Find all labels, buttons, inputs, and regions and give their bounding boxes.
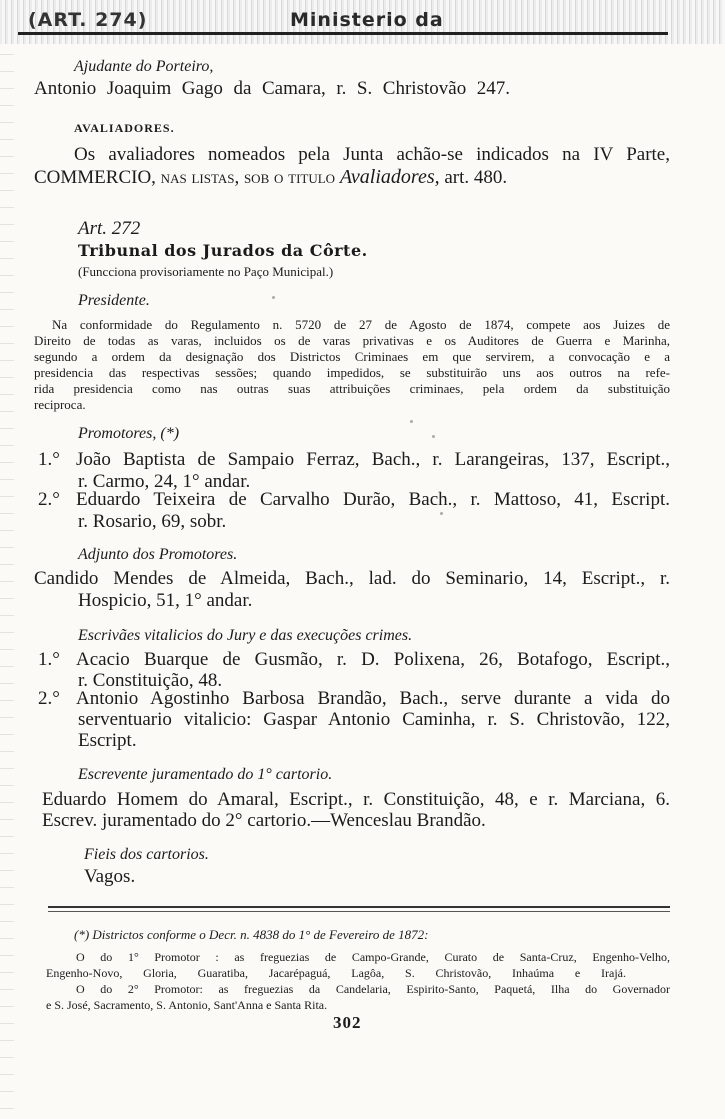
- header-title: Ministerio da: [290, 9, 444, 31]
- promotores-heading: Promotores, (*): [78, 425, 180, 442]
- footnote-line-2: Engenho-Novo, Gloria, Guaratiba, Jacarépaguá, Lagôa, S. Christovão, Inhaúma e Irajá.: [46, 966, 626, 980]
- presidente-line-4: presidencia das respectivas sessões; quando impedidos, se substituirão uns aos outros na refe-: [34, 365, 670, 380]
- footnote-rule-thin: [48, 911, 670, 912]
- footnote-intro: (*) Districtos conforme o Decr. n. 4838 do 1° de Fevereiro de 1872:: [74, 927, 429, 942]
- presidente-heading: Presidente.: [78, 292, 150, 309]
- adjunto-heading: Adjunto dos Promotores.: [78, 546, 238, 563]
- article-number: Art. 272: [78, 218, 141, 239]
- fieis-entry: Vagos.: [84, 866, 136, 887]
- avaliadores-line-1: Os avaliadores nomeados pela Junta achão-se indicados na IV Parte,: [74, 144, 670, 165]
- article-subtitle: (Funcciona provisoriamente no Paço Municipal.): [78, 264, 334, 279]
- presidente-line-1: Na conformidade do Regulamento n. 5720 de 27 de Agosto de 1874, compete aos Juizes de: [52, 317, 670, 332]
- print-blemish: [272, 296, 275, 299]
- print-blemish: [432, 435, 435, 438]
- footnote-line-4: e S. José, Sacramento, S. Antonio, Sant'Anna e Santa Rita.: [46, 998, 328, 1012]
- print-blemish: [410, 420, 413, 423]
- fieis-heading: Fieis dos cartorios.: [84, 846, 209, 863]
- article-title: Tribunal dos Jurados da Côrte.: [78, 241, 368, 260]
- promotor-2-line-1: Eduardo Teixeira de Carvalho Durão, Bach., r. Mattoso, 41, Escript.: [76, 489, 670, 510]
- avaliadores-commercio: COMMERCIO, nas listas, sob o titulo: [34, 167, 336, 188]
- promotor-2-line-2: r. Rosario, 69, sobr.: [78, 511, 227, 532]
- footnote-rule-thick: [48, 906, 670, 908]
- ajudante-entry: Antonio Joaquim Gago da Camara, r. S. Christovão 247.: [34, 78, 510, 99]
- page-gutter: [0, 45, 14, 1119]
- escrivaes-heading: Escrivães vitalicios do Jury e das execuções crimes.: [78, 627, 413, 644]
- presidente-line-2: Direito de todas as varas, incluidos os de varas privativas e os Auditores de Guerra e Marinha,: [34, 333, 670, 348]
- escrevente-line-1: Eduardo Homem do Amaral, Escript., r. Constituição, 48, e r. Marciana, 6.: [42, 789, 670, 810]
- header-article-ref: (ART. 274): [28, 9, 148, 31]
- avaliadores-title-italic: Avaliadores,: [339, 166, 440, 188]
- promotor-1-number: 1.°: [38, 449, 60, 470]
- avaliadores-art: art. 480.: [444, 167, 508, 188]
- print-blemish: [440, 512, 443, 515]
- footnote-line-3: O do 2° Promotor: as freguezias da Candelaria, Espirito-Santo, Paquetá, Ilha do Governador: [76, 982, 670, 996]
- adjunto-line-1: Candido Mendes de Almeida, Bach., lad. do Seminario, 14, Escript., r.: [34, 568, 670, 589]
- presidente-line-5: rida presidencia como nas outras suas attribuições criminaes, pela ordem da substituição: [34, 381, 670, 396]
- escrivao-2-number: 2.°: [38, 688, 60, 709]
- ajudante-heading: Ajudante do Porteiro,: [74, 58, 214, 75]
- avaliadores-heading: AVALIADORES.: [74, 121, 175, 135]
- presidente-line-6: reciproca.: [34, 397, 86, 412]
- promotor-1-line-2: r. Carmo, 24, 1° andar.: [78, 471, 251, 492]
- escrevente-heading: Escrevente juramentado do 1° cartorio.: [78, 766, 333, 783]
- escrevente-line-2: Escrev. juramentado do 2° cartorio.—Wenceslau Brandão.: [42, 810, 486, 831]
- escrivao-2-line-2: serventuario vitalicio: Gaspar Antonio Caminha, r. S. Christovão, 122,: [78, 709, 670, 730]
- header-rule: [18, 32, 668, 35]
- escrivao-1-line-2: r. Constituição, 48.: [78, 670, 223, 691]
- page-number: 302: [333, 1013, 362, 1032]
- escrivao-2-line-1: Antonio Agostinho Barbosa Brandão, Bach., serve durante a vida do: [76, 688, 670, 709]
- promotor-1-line-1: João Baptista de Sampaio Ferraz, Bach., r. Larangeiras, 137, Escript.,: [76, 449, 670, 470]
- escrivao-1-line-1: Acacio Buarque de Gusmão, r. D. Polixena, 26, Botafogo, Escript.,: [76, 649, 670, 670]
- escrivao-2-line-3: Escript.: [78, 730, 137, 751]
- promotor-2-number: 2.°: [38, 489, 60, 510]
- adjunto-line-2: Hospicio, 51, 1° andar.: [78, 590, 253, 611]
- presidente-line-3: segundo a ordem da designação dos Districtos Criminaes em que servirem, a convocação e a: [34, 349, 670, 364]
- avaliadores-line-2: [34, 166, 507, 189]
- footnote-line-1: O do 1° Promotor : as freguezias de Campo-Grande, Curato de Santa-Cruz, Engenho-Velho,: [76, 950, 670, 964]
- escrivao-1-number: 1.°: [38, 649, 60, 670]
